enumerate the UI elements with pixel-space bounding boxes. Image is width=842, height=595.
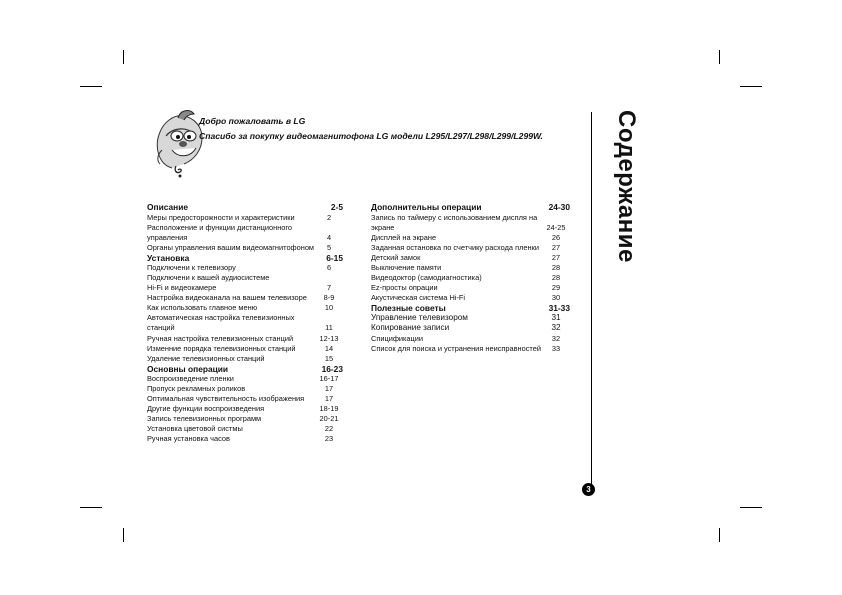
toc-entry (147, 283, 343, 293)
toc-entry-page: 2 (326, 212, 332, 222)
toc-entry-title: Ez-просты опрации (371, 282, 438, 292)
toc-entry-page: 28 (551, 272, 561, 282)
toc-entry-page: 2-5 (330, 202, 343, 212)
toc-entry-page: 14 (324, 343, 334, 353)
crop-mark (740, 86, 762, 87)
toc-entry-title: Другие функции воспроизведения (147, 404, 265, 414)
toc-entry-title: Запись телевизионных программ (147, 414, 262, 424)
toc-entry (371, 283, 570, 293)
toc-entry-page: 28 (551, 262, 561, 272)
toc-entry-title: Автоматическая настройка телевизионных станций (147, 313, 295, 333)
toc-entry (371, 243, 570, 253)
toc-entry (147, 434, 343, 444)
crop-mark (719, 50, 720, 64)
toc-entry-title: Управление телевизором (371, 313, 468, 323)
toc-entry (147, 303, 343, 313)
toc-entry (147, 354, 343, 364)
toc-entry-title: Ручная установка часов (147, 434, 230, 444)
toc-entry-title: Изменние порядка телевизионных станций (147, 343, 296, 353)
toc-entry-title: Подключени к вашей аудиосистеме (147, 273, 270, 283)
welcome-block (199, 114, 543, 144)
toc-entry (147, 384, 343, 394)
toc-entry (371, 273, 570, 283)
toc-entry-title: Запись по таймеру с использованием диспля на экране (371, 212, 538, 232)
toc-section-heading (147, 202, 343, 213)
toc-entry-page: 29 (551, 282, 561, 292)
toc-entry-page: 20-21 (319, 414, 339, 424)
toc-entry (147, 334, 343, 344)
toc-entry-title: Установка цветовой систмы (147, 424, 243, 434)
toc-entry-title: Расположение и функции дистанционного управления (147, 222, 293, 242)
toc-entry (147, 293, 343, 303)
toc-entry-page: 22 (324, 424, 334, 434)
section-title-vertical: Содержание (613, 110, 640, 263)
toc-entry (371, 323, 570, 333)
toc-entry (147, 404, 343, 414)
toc-entry (371, 293, 570, 303)
toc-entry-title: Подключени к телевизору (147, 263, 236, 273)
toc-entry-page: 7 (326, 283, 332, 293)
crop-mark (123, 50, 124, 64)
crop-mark (719, 528, 720, 542)
toc-entry (147, 273, 343, 283)
toc-entry (371, 253, 570, 263)
toc-entry (147, 414, 343, 424)
toc-entry-title: Удаление телевизионных станций (147, 353, 265, 363)
toc-section-heading (371, 303, 570, 314)
toc-entry-page: 23 (324, 434, 334, 444)
toc-entry-title: Заданная остановка по счетчику расхода пленки (371, 242, 539, 252)
toc-entry-title: Копирование записи (371, 323, 450, 333)
toc-entry-title: Ручная настройка телевизионных станций (147, 333, 294, 343)
toc-entry (371, 334, 570, 344)
toc-entry (147, 313, 343, 333)
toc-entry (147, 424, 343, 434)
toc-entry-page: 6 (326, 263, 332, 273)
toc-entry-page: 26 (551, 232, 561, 242)
toc-entry-title: Видеодоктор (самодиагностика) (371, 272, 482, 282)
toc-entry-title: Дисплей на экране (371, 232, 437, 242)
crop-mark (80, 86, 102, 87)
toc-entry-page: 17 (324, 394, 334, 404)
toc-entry-title: Пропуск рекламных роликов (147, 384, 246, 394)
toc-entry-page: 12-13 (319, 333, 339, 343)
toc-entry-title: Описание (147, 202, 189, 212)
toc-entry-title: Акустическая система Hi-Fi (371, 292, 466, 302)
toc-entry-page: 11 (325, 323, 333, 333)
toc-entry-page: 31 (551, 313, 561, 323)
toc-entry-title: Воспроизведение пленки (147, 374, 234, 384)
crop-mark (123, 528, 124, 542)
toc-section-heading (147, 253, 343, 264)
toc-section-heading (147, 364, 343, 375)
toc-entry-page: 30 (551, 292, 561, 302)
toc-entry-title: Список для поиска и устранения неисправностей (371, 343, 541, 353)
toc-entry-page: 33 (551, 343, 561, 353)
toc-entry-page: 5 (326, 242, 332, 252)
toc-entry-title: Основны операции (147, 363, 229, 374)
toc-entry-page: 16-23 (321, 363, 343, 374)
toc-entry (371, 313, 570, 323)
toc-entry (371, 263, 570, 273)
toc-entry-page: 24-25 (546, 222, 566, 232)
toc-entry-page: 32 (551, 333, 561, 343)
toc-entry-page: 27 (551, 252, 561, 262)
toc-entry-page: 10 (324, 303, 334, 313)
toc-entry-title: Полезные советы (371, 302, 446, 313)
toc-entry-title: Установка (147, 252, 190, 263)
toc-entry-title: Детский замок (371, 252, 421, 262)
toc-entry-page: 17 (324, 384, 334, 394)
toc-entry (371, 213, 570, 233)
toc-entry-page: 15 (324, 353, 334, 363)
toc-entry (147, 263, 343, 273)
toc-entry-title: Hi-Fi и видеокамере (147, 283, 217, 293)
toc-entry-page: 18-19 (319, 404, 339, 414)
crop-mark (740, 507, 762, 508)
toc-entry (371, 344, 570, 354)
toc-entry-page: 27 (551, 242, 561, 252)
toc-section-heading (371, 202, 570, 213)
toc-entry-title: Меры предосторожности и характеристики (147, 212, 295, 222)
vertical-divider (591, 112, 592, 492)
toc-entry-title: Спицификации (371, 333, 424, 343)
toc-entry-title: Как использовать главное меню (147, 303, 258, 313)
page-number-badge: 3 (582, 483, 595, 496)
toc-entry-page: 8-9 (323, 293, 335, 303)
toc-left-column (147, 202, 343, 444)
toc-entry-page: 4 (326, 232, 332, 242)
toc-right-column (371, 202, 570, 354)
toc-entry-page: 32 (551, 323, 561, 333)
toc-entry-title: Оптимальная чувствительность изображения (147, 394, 305, 404)
toc-entry-title: Выключение памяти (371, 262, 442, 272)
toc-entry (147, 374, 343, 384)
toc-entry-title: Настройка видеоканала на вашем телевизоре (147, 293, 307, 303)
toc-entry-page: 16-17 (319, 374, 339, 384)
toc-entry (147, 344, 343, 354)
toc-entry (147, 223, 343, 243)
toc-entry (147, 394, 343, 404)
crop-mark (80, 507, 102, 508)
toc-entry-title: Органы управления вашим видеомагнитофоном (147, 242, 315, 252)
toc-entry-page: 24-30 (548, 202, 570, 212)
thank-you-line: Спасибо за покупку видеомагнитофона LG модели L295/L297/L298/L299/L299W. (199, 131, 543, 141)
toc-entry-page: 31-33 (548, 302, 570, 313)
welcome-line: Добро пожаловать в LG (199, 116, 306, 126)
toc-entry (371, 233, 570, 243)
toc-entry-title: Дополнительны операции (371, 202, 482, 212)
toc-entry (147, 243, 343, 253)
toc-entry-page: 6-15 (326, 252, 343, 263)
toc-entry (147, 213, 343, 223)
